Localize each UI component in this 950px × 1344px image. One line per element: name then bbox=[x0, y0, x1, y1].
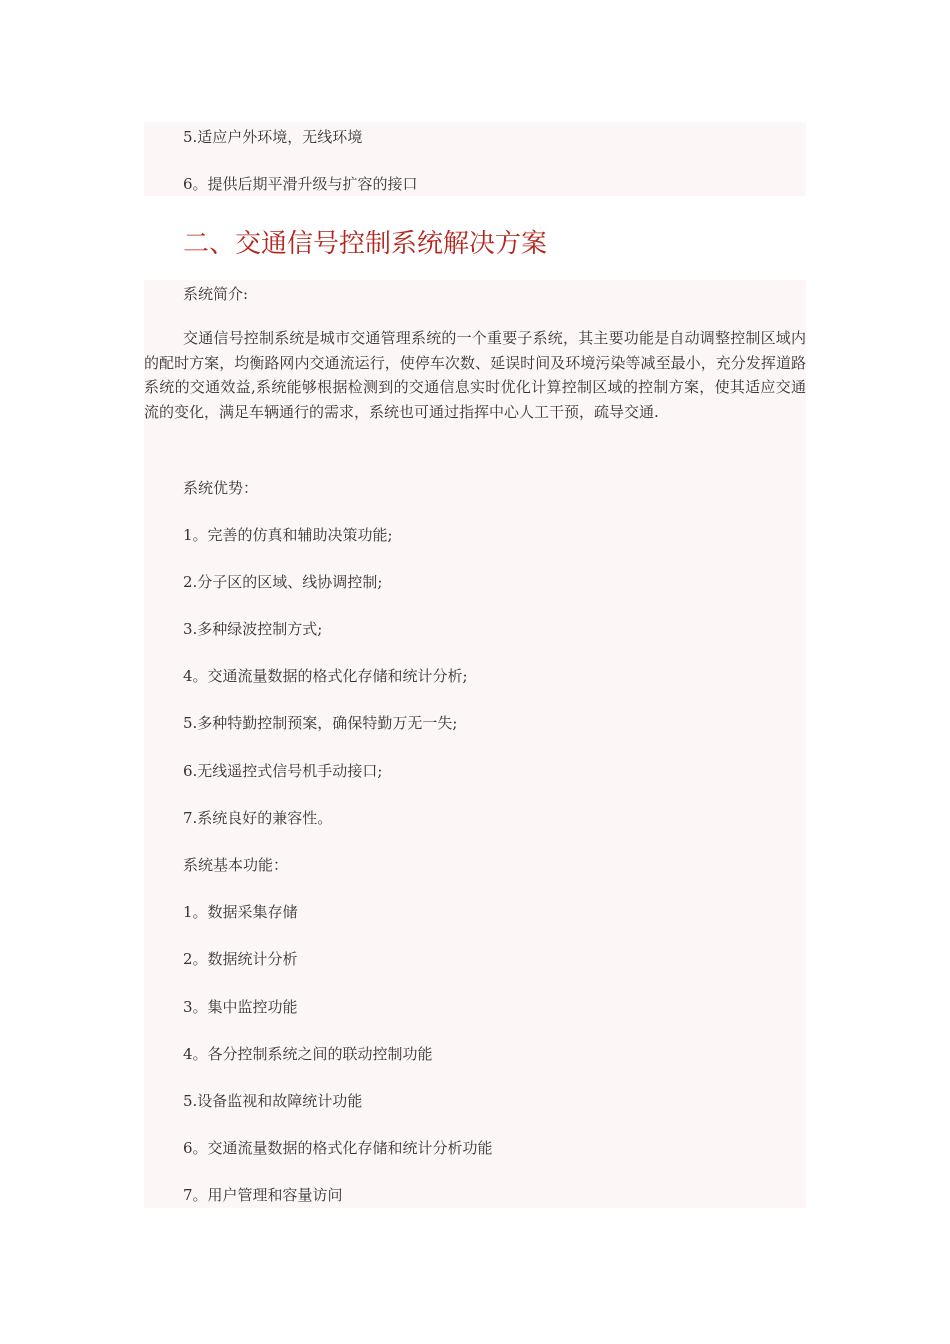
list-item: 6。提供后期平滑升级与扩容的接口 bbox=[183, 175, 418, 193]
function-item: 2。数据统计分析 bbox=[183, 950, 298, 968]
intro-paragraph: 交通信号控制系统是城市交通管理系统的一个重要子系统，其主要功能是自动调整控制区域内的配时方案，均衡路网内交通流运行，使停车次数、延误时间及环境污染等减至最小，充分发挥道路系统的交通效益,系统能够根据检测到的交通信息实时优化计算控制区域的控制方案，使其适应交通流的变化，满足车辆通行的需求，系统也可通过指挥中心人工干预，疏导交通. bbox=[144, 329, 806, 421]
function-item: 1。数据采集存储 bbox=[183, 903, 298, 921]
function-item: 4。各分控制系统之间的联动控制功能 bbox=[183, 1045, 433, 1063]
function-item: 6。交通流量数据的格式化存储和统计分析功能 bbox=[183, 1139, 493, 1157]
function-item: 7。用户管理和容量访问 bbox=[183, 1186, 343, 1204]
advantage-item: 1。完善的仿真和辅助决策功能; bbox=[183, 526, 393, 544]
advantage-item: 7.系统良好的兼容性。 bbox=[183, 809, 333, 827]
functions-label: 系统基本功能： bbox=[183, 856, 289, 874]
advantage-item: 3.多种绿波控制方式; bbox=[183, 620, 323, 638]
advantage-item: 2.分子区的区域、线协调控制; bbox=[183, 573, 383, 591]
list-item: 5.适应户外环境，无线环境 bbox=[183, 128, 363, 146]
advantages-label: 系统优势： bbox=[183, 479, 259, 497]
advantage-item: 6.无线遥控式信号机手动接口; bbox=[183, 762, 383, 780]
section-heading: 二、交通信号控制系统解决方案 bbox=[183, 229, 548, 259]
advantage-item: 5.多种特勤控制预案，确保特勤万无一失; bbox=[183, 714, 458, 732]
function-item: 3。集中监控功能 bbox=[183, 998, 298, 1016]
intro-label: 系统简介: bbox=[183, 285, 249, 303]
advantage-item: 4。交通流量数据的格式化存储和统计分析; bbox=[183, 667, 468, 685]
function-item: 5.设备监视和故障统计功能 bbox=[183, 1092, 363, 1110]
